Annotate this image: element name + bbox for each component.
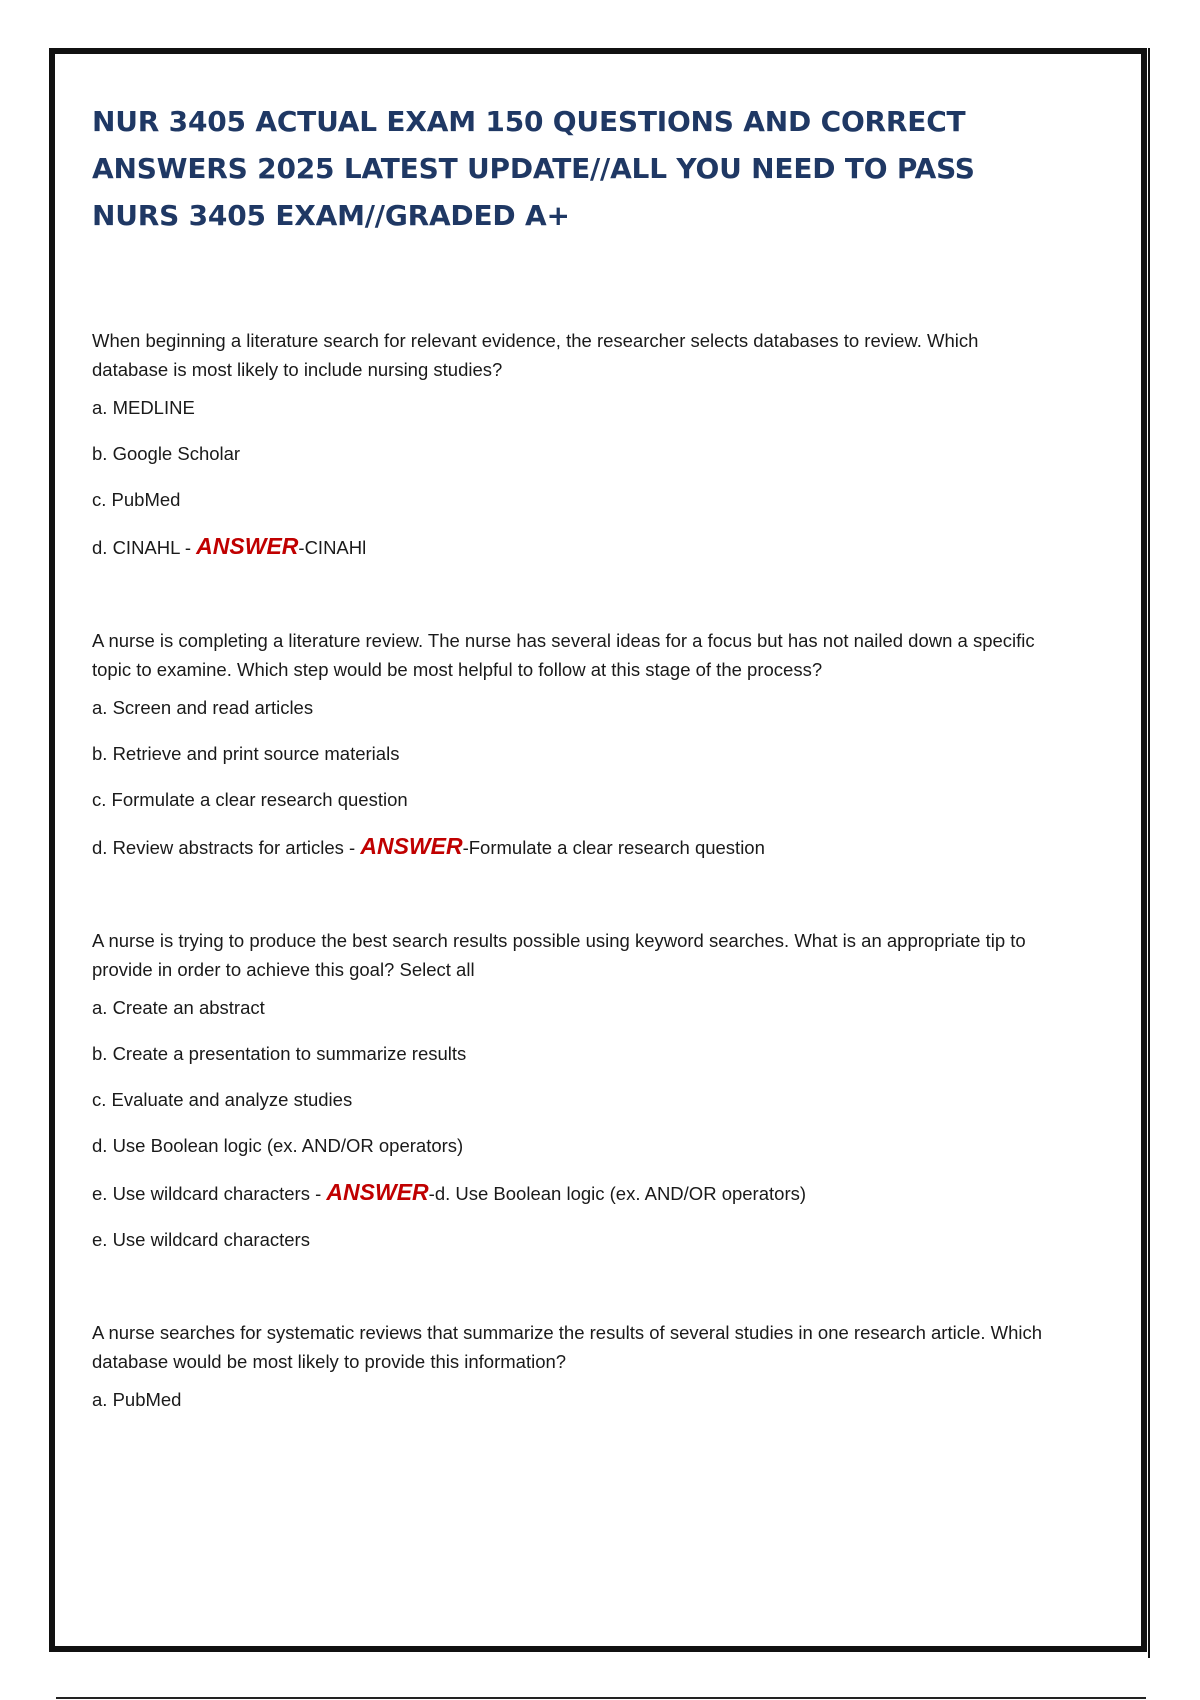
question-text: When beginning a literature search for relevant evidence, the researcher selects databases to review. Which database is most likely to include nursing studies?	[92, 330, 979, 380]
document-title	[92, 98, 1052, 239]
answer-value: -Formulate a clear research question	[462, 837, 765, 858]
title-line: NURS 3405 EXAM//GRADED A+	[92, 199, 570, 232]
answer-value: -d. Use Boolean logic (ex. AND/OR operators)	[428, 1183, 807, 1204]
answer-label: ANSWER	[360, 833, 463, 859]
option: a. Create an abstract	[92, 997, 265, 1018]
question-2	[92, 626, 1052, 860]
answer-value: -CINAHl	[298, 537, 367, 558]
option: a. MEDLINE	[92, 397, 195, 418]
answer-label: ANSWER	[196, 533, 299, 559]
option: b. Retrieve and print source materials	[92, 743, 400, 764]
answer-line	[92, 1180, 1052, 1206]
option-text: e. Use wildcard characters -	[92, 1183, 327, 1204]
bottom-divider	[56, 1697, 1146, 1699]
question-3	[92, 926, 1052, 1252]
answer-label: ANSWER	[326, 1179, 429, 1205]
option: b. Create a presentation to summarize results	[92, 1043, 467, 1064]
answer-line	[92, 834, 1052, 860]
answer-line	[92, 534, 1052, 560]
option-text: d. Review abstracts for articles -	[92, 837, 361, 858]
document-body	[92, 98, 1052, 1434]
option-text: d. CINAHL -	[92, 537, 197, 558]
question-1	[92, 326, 1052, 560]
question-text: A nurse is trying to produce the best search results possible using keyword searches. What is an appropriate tip to provide in order to achieve this goal? Select all	[92, 930, 1026, 980]
option: a. PubMed	[92, 1389, 182, 1410]
option: c. Formulate a clear research question	[92, 789, 408, 810]
title-line: NUR 3405 ACTUAL EXAM 150 QUESTIONS AND CORRECT	[92, 105, 966, 138]
option: b. Google Scholar	[92, 443, 241, 464]
option: a. Screen and read articles	[92, 697, 314, 718]
question-text: A nurse searches for systematic reviews that summarize the results of several studies in one research article. Which database would be most likely to provide this information?	[92, 1322, 1043, 1372]
option: c. PubMed	[92, 489, 181, 510]
option: c. Evaluate and analyze studies	[92, 1089, 353, 1110]
title-line: ANSWERS 2025 LATEST UPDATE//ALL YOU NEED TO PASS	[92, 152, 975, 185]
option: d. Use Boolean logic (ex. AND/OR operators)	[92, 1135, 464, 1156]
question-text: A nurse is completing a literature review. The nurse has several ideas for a focus but has not nailed down a specific topic to examine. Which step would be most helpful to follow at this stage of the process?	[92, 630, 1035, 680]
option: e. Use wildcard characters	[92, 1229, 310, 1250]
question-4	[92, 1318, 1052, 1412]
